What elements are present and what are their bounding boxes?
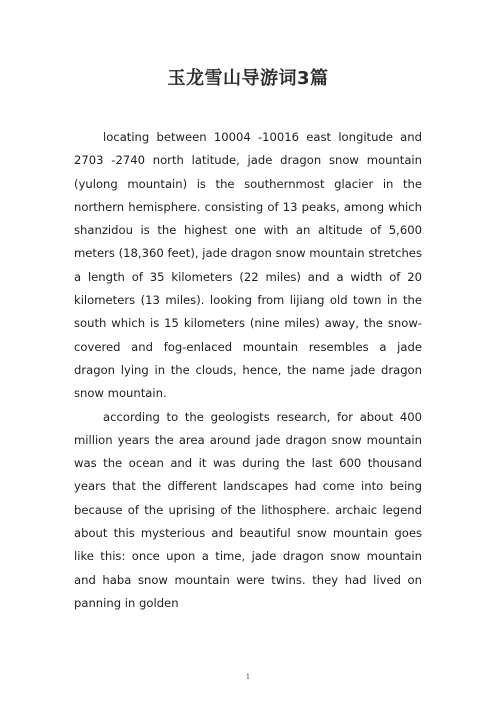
page-number: 1 bbox=[245, 673, 251, 681]
paragraph-1: locating between 10004 -10016 east longitude and 2703 -2740 north latitude, jade dragon snow mountain (yulong mountain) is the southernmost glacier in the northern hemisphere. consisting of 13 peaks, among which shanzidou is the highest one with an altitude of 5,600 meters (18,360 feet), jade dragon snow mountain stretches a length of 35 kilometers (22 miles) and a width of 20 kilometers (13 miles). looking from lijiang old town in the south which is 15 kilometers (nine miles) away, the snow-covered and fog-enlaced mountain resembles a jade dragon lying in the clouds, hence, the name jade dragon snow mountain. bbox=[74, 130, 422, 401]
document-title: 玉龙雪山导游词3篇 bbox=[167, 68, 329, 89]
paragraph-2: according to the geologists research, for about 400 million years the area around jade dragon snow mountain was the ocean and it was during the last 600 thousand years that the different landscapes had come into being because of the uprising of the lithosphere. archaic legend about this mysterious and beautiful snow mountain goes like this: once upon a time, jade dragon snow mountain and haba snow mountain were twins. they had lived on panning in golden bbox=[74, 409, 422, 610]
document-body bbox=[74, 126, 422, 615]
